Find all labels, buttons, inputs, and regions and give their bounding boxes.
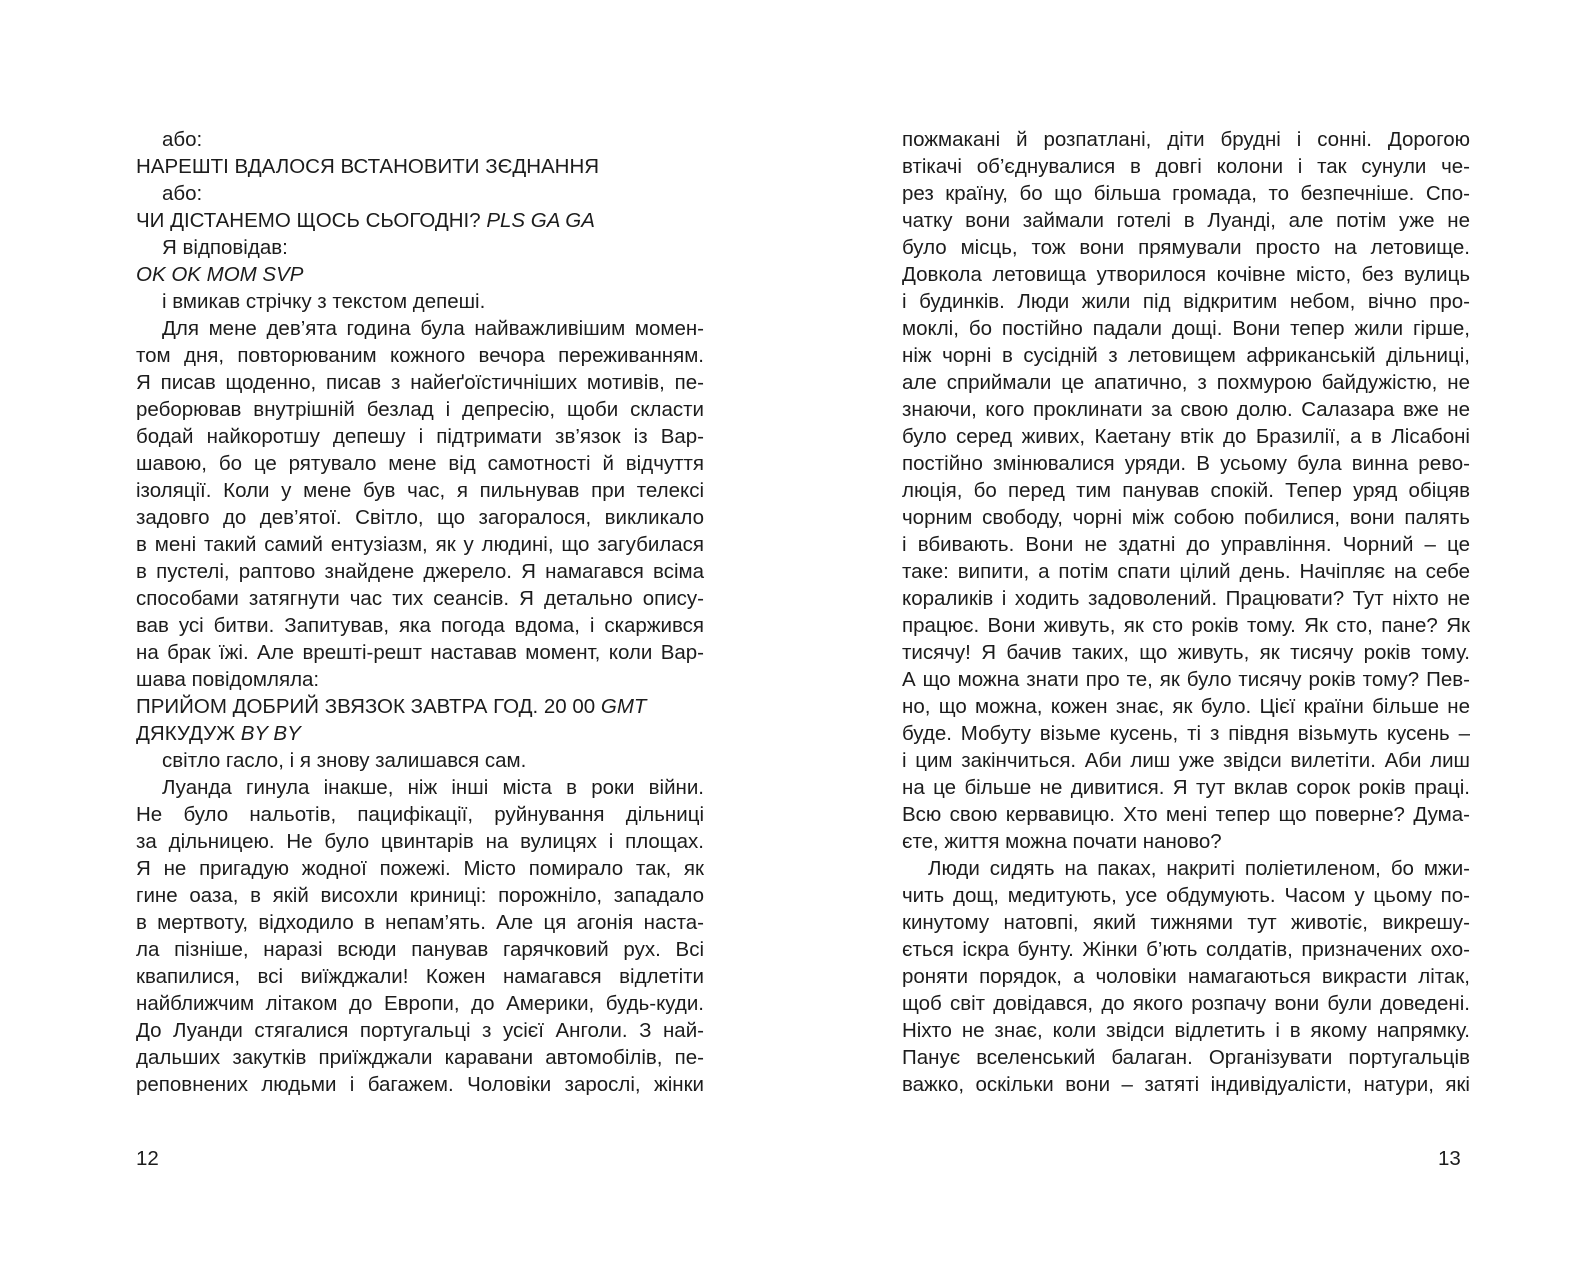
line-text: єте, життя можна почати наново? bbox=[902, 830, 1222, 853]
text-line bbox=[902, 126, 1470, 153]
text-line bbox=[902, 1071, 1470, 1098]
text-line bbox=[902, 315, 1470, 342]
line-text: пожмакані й розпатлані, діти брудні і сонні. Дорогою bbox=[902, 128, 1470, 151]
line-text: працює. Вони живуть, як сто років тому. Як сто, пане? Як bbox=[902, 614, 1470, 637]
text-line bbox=[902, 909, 1470, 936]
line-text: моклі, бо постійно падали дощі. Вони тепер жили гірше, bbox=[902, 317, 1470, 340]
line-text: Луанда гинула інакше, ніж інші міста в роки війни. bbox=[162, 776, 704, 799]
text-line bbox=[902, 801, 1470, 828]
text-line bbox=[136, 963, 704, 990]
text-line bbox=[902, 666, 1470, 693]
text-line bbox=[902, 936, 1470, 963]
line-text: в пустелі, раптово знайдене джерело. Я намагався всіма bbox=[136, 560, 704, 583]
text-line bbox=[136, 747, 704, 774]
line-text: в мені такий самий ентузіазм, як у людині, що загубилася bbox=[136, 533, 704, 556]
text-line bbox=[902, 423, 1470, 450]
text-line bbox=[136, 423, 704, 450]
line-text: і вмикав стрічку з текстом депеші. bbox=[162, 290, 486, 313]
line-text: тисячу! Я бачив таких, що живуть, як тисячу років тому. bbox=[902, 641, 1470, 664]
text-line bbox=[902, 720, 1470, 747]
text-line bbox=[136, 477, 704, 504]
line-text: квапилися, всі виїжджали! Кожен намагався відлетіти bbox=[136, 965, 704, 988]
line-text: кинутому натовпі, який тижнями тут животіє, викрешу- bbox=[902, 911, 1470, 934]
text-line bbox=[136, 855, 704, 882]
text-line bbox=[136, 720, 704, 747]
line-text: було серед живих, Каетану втік до Бразилії, а в Лісабоні bbox=[902, 425, 1470, 448]
text-line bbox=[902, 369, 1470, 396]
text-line bbox=[136, 153, 704, 180]
line-text: на це більше не дивитися. Я тут вклав сорок років праці. bbox=[902, 776, 1470, 799]
left-page-body bbox=[136, 126, 704, 1098]
line-text: шавою, бо це рятувало мене від самотності й відчуття bbox=[136, 452, 704, 475]
text-line bbox=[136, 909, 704, 936]
text-line bbox=[136, 612, 704, 639]
line-text: але сприймали це апатично, з похмурою байдужістю, не bbox=[902, 371, 1470, 394]
text-line bbox=[136, 936, 704, 963]
line-text: бодай найкоротшу депешу і підтримати зв’язок із Вар- bbox=[136, 425, 704, 448]
text-line bbox=[902, 396, 1470, 423]
text-line bbox=[136, 1044, 704, 1071]
text-line bbox=[136, 882, 704, 909]
text-line bbox=[902, 477, 1470, 504]
line-text: реповнених людьми і багажем. Чоловіки зарослі, жінки bbox=[136, 1073, 704, 1096]
text-line bbox=[136, 180, 704, 207]
text-line bbox=[136, 639, 704, 666]
line-text: ЧИ ДІСТАНЕМО ЩОСЬ СЬОГОДНІ? bbox=[136, 209, 487, 232]
line-text: Люди сидять на паках, накриті поліетиленом, бо мжи- bbox=[928, 857, 1470, 880]
line-text: і будинків. Люди жили під відкритим небом, вічно про- bbox=[902, 290, 1470, 313]
text-line bbox=[136, 585, 704, 612]
text-line bbox=[902, 774, 1470, 801]
text-line bbox=[902, 963, 1470, 990]
text-line bbox=[136, 990, 704, 1017]
line-italic-text: BY BY bbox=[240, 722, 301, 745]
line-text: НАРЕШТІ ВДАЛОСЯ ВСТАНОВИТИ ЗЄДНАННЯ bbox=[136, 155, 600, 178]
line-text: за дільницею. Не було цвинтарів на вулицях і площах. bbox=[136, 830, 704, 853]
line-text: Для мене дев’ята година була найважливішим момен- bbox=[162, 317, 704, 340]
text-line bbox=[136, 342, 704, 369]
text-line bbox=[136, 801, 704, 828]
text-line bbox=[902, 882, 1470, 909]
line-text: вав усі битви. Запитував, яка погода вдома, і скаржився bbox=[136, 614, 704, 637]
line-text: в мертвоту, відходило в непам’ять. Але ця агонія наста- bbox=[136, 911, 704, 934]
text-line bbox=[136, 288, 704, 315]
text-line bbox=[902, 153, 1470, 180]
right-page-body bbox=[902, 126, 1470, 1098]
text-line bbox=[136, 261, 704, 288]
text-line bbox=[902, 855, 1470, 882]
text-line bbox=[902, 639, 1470, 666]
text-line bbox=[136, 396, 704, 423]
left-page-number: 12 bbox=[136, 1147, 159, 1170]
line-italic-text: PLS GA GA bbox=[486, 209, 595, 232]
line-text: способами затягнути час тих сеансів. Я детально опису- bbox=[136, 587, 704, 610]
line-text: Я не пригадую жодної пожежі. Місто помирало так, як bbox=[136, 857, 704, 880]
line-text: щоб світ довідався, до якого розпачу вони були доведені. bbox=[902, 992, 1470, 1015]
line-italic-text: GMT bbox=[600, 695, 647, 718]
line-text: таке: випити, а потім спати цілий день. Начіпляє на себе bbox=[902, 560, 1470, 583]
text-line bbox=[136, 774, 704, 801]
line-text: важко, оскільки вони – затяті індивідуалісти, натури, які bbox=[902, 1073, 1470, 1096]
line-text: Не було нальотів, пацифікації, руйнування дільниці bbox=[136, 803, 704, 826]
line-text: ізоляції. Коли у мене був час, я пильнував при телексі bbox=[136, 479, 704, 502]
line-text: задовго до дев’ятої. Світло, що загоралося, викликало bbox=[136, 506, 704, 529]
line-italic-text: OK OK MOM SVP bbox=[136, 263, 304, 286]
text-line bbox=[902, 747, 1470, 774]
line-text: ДЯКУДУЖ bbox=[136, 722, 241, 745]
line-text: Я відповідав: bbox=[162, 236, 288, 259]
line-text: світло гасло, і я знову залишався сам. bbox=[162, 749, 527, 772]
line-text: буде. Мобуту візьме кусень, ті з півдня візьмуть кусень – bbox=[902, 722, 1470, 745]
line-text: ПРИЙОМ ДОБРИЙ ЗВЯЗОК ЗАВТРА ГОД. 20 00 bbox=[136, 695, 601, 718]
line-text: Всю свою кервавицю. Хто мені тепер що поверне? Дума- bbox=[902, 803, 1470, 826]
line-text: на брак їжі. Але врешті-решт наставав момент, коли Вар- bbox=[136, 641, 704, 664]
right-page-number: 13 bbox=[1438, 1147, 1461, 1170]
text-line bbox=[902, 207, 1470, 234]
text-line bbox=[902, 612, 1470, 639]
text-line bbox=[136, 450, 704, 477]
line-text: Я писав щоденно, писав з найеґоїстичніших мотивів, пе- bbox=[136, 371, 704, 394]
line-text: кораликів і ходить задоволений. Працювати? Тут ніхто не bbox=[902, 587, 1470, 610]
line-text: чить дощ, медитують, усе обдумують. Часом у цьому по- bbox=[902, 884, 1470, 907]
line-text: роняти порядок, а чоловіки намагаються викрасти літак, bbox=[902, 965, 1470, 988]
text-line bbox=[902, 1017, 1470, 1044]
text-line bbox=[902, 693, 1470, 720]
line-text: Панує вселенський балаган. Організувати португальців bbox=[902, 1046, 1470, 1069]
line-text: чорним свободу, чорні між собою побилися, вони палять bbox=[902, 506, 1470, 529]
text-line bbox=[136, 1017, 704, 1044]
text-line bbox=[136, 531, 704, 558]
line-text: було місць, тож вони прямували просто на летовище. bbox=[902, 236, 1470, 259]
text-line bbox=[902, 828, 1470, 855]
text-line bbox=[136, 666, 704, 693]
line-text: Ніхто не знає, коли звідси відлетить і в якому напрямку. bbox=[902, 1019, 1470, 1042]
line-text: постійно змінювалися уряди. В усьому була винна рево- bbox=[902, 452, 1470, 475]
text-line bbox=[902, 261, 1470, 288]
text-line bbox=[136, 558, 704, 585]
text-line bbox=[902, 558, 1470, 585]
line-text: люція, бо перед тим панував спокій. Тепер уряд обіцяв bbox=[902, 479, 1470, 502]
line-text: но, що можна, кожен знає, як було. Цієї країни більше не bbox=[902, 695, 1470, 718]
text-line bbox=[136, 693, 704, 720]
text-line bbox=[902, 234, 1470, 261]
text-line bbox=[136, 126, 704, 153]
text-line bbox=[136, 369, 704, 396]
text-line bbox=[902, 288, 1470, 315]
text-line bbox=[902, 342, 1470, 369]
line-text: До Луанди стягалися португальці з усієї Анголи. З най- bbox=[136, 1019, 704, 1042]
line-text: ла пізніше, наразі всюди панував гарячковий рух. Всі bbox=[136, 938, 704, 961]
line-text: А що можна знати про те, як було тисячу років тому? Пев- bbox=[902, 668, 1470, 691]
line-text: Довкола летовища утворилося кочівне місто, без вулиць bbox=[902, 263, 1470, 286]
line-text: і вбивають. Вони не здатні до управління. Чорний – це bbox=[902, 533, 1470, 556]
line-text: ніж чорні в сусідній з летовищем африканській дільниці, bbox=[902, 344, 1470, 367]
line-text: дальших закутків приїжджали каравани автомобілів, пе- bbox=[136, 1046, 704, 1069]
text-line bbox=[902, 450, 1470, 477]
text-line bbox=[902, 180, 1470, 207]
text-line bbox=[902, 585, 1470, 612]
line-text: найближчим літаком до Европи, до Америки, будь-куди. bbox=[136, 992, 704, 1015]
line-text: знаючи, кого проклинати за свою долю. Салазара вже не bbox=[902, 398, 1470, 421]
line-text: том дня, повторюваним кожного вечора переживанням. bbox=[136, 344, 704, 367]
text-line bbox=[902, 531, 1470, 558]
line-text: або: bbox=[162, 182, 203, 205]
line-text: шава повідомляла: bbox=[136, 668, 320, 691]
text-line bbox=[136, 504, 704, 531]
line-text: рез країну, бо що більша громада, то безпечніше. Спо- bbox=[902, 182, 1470, 205]
line-text: чатку вони займали готелі в Луанді, але потім уже не bbox=[902, 209, 1470, 232]
line-text: гине оаза, в якій висохли криниці: порожніло, западало bbox=[136, 884, 704, 907]
text-line bbox=[136, 828, 704, 855]
line-text: або: bbox=[162, 128, 203, 151]
text-line bbox=[136, 1071, 704, 1098]
text-line bbox=[902, 1044, 1470, 1071]
text-line bbox=[902, 990, 1470, 1017]
text-line bbox=[136, 315, 704, 342]
text-line bbox=[136, 207, 704, 234]
text-line bbox=[902, 504, 1470, 531]
text-line bbox=[136, 234, 704, 261]
line-text: втікачі об’єднувалися в довгі колони і так сунули че- bbox=[902, 155, 1470, 178]
line-text: і цим закінчиться. Аби лиш уже звідси вилетіти. Аби лиш bbox=[902, 749, 1470, 772]
line-text: реборював внутрішній безлад і депресію, щоби скласти bbox=[136, 398, 704, 421]
line-text: ється іскра бунту. Жінки б’ють солдатів, призначених охо- bbox=[902, 938, 1470, 961]
